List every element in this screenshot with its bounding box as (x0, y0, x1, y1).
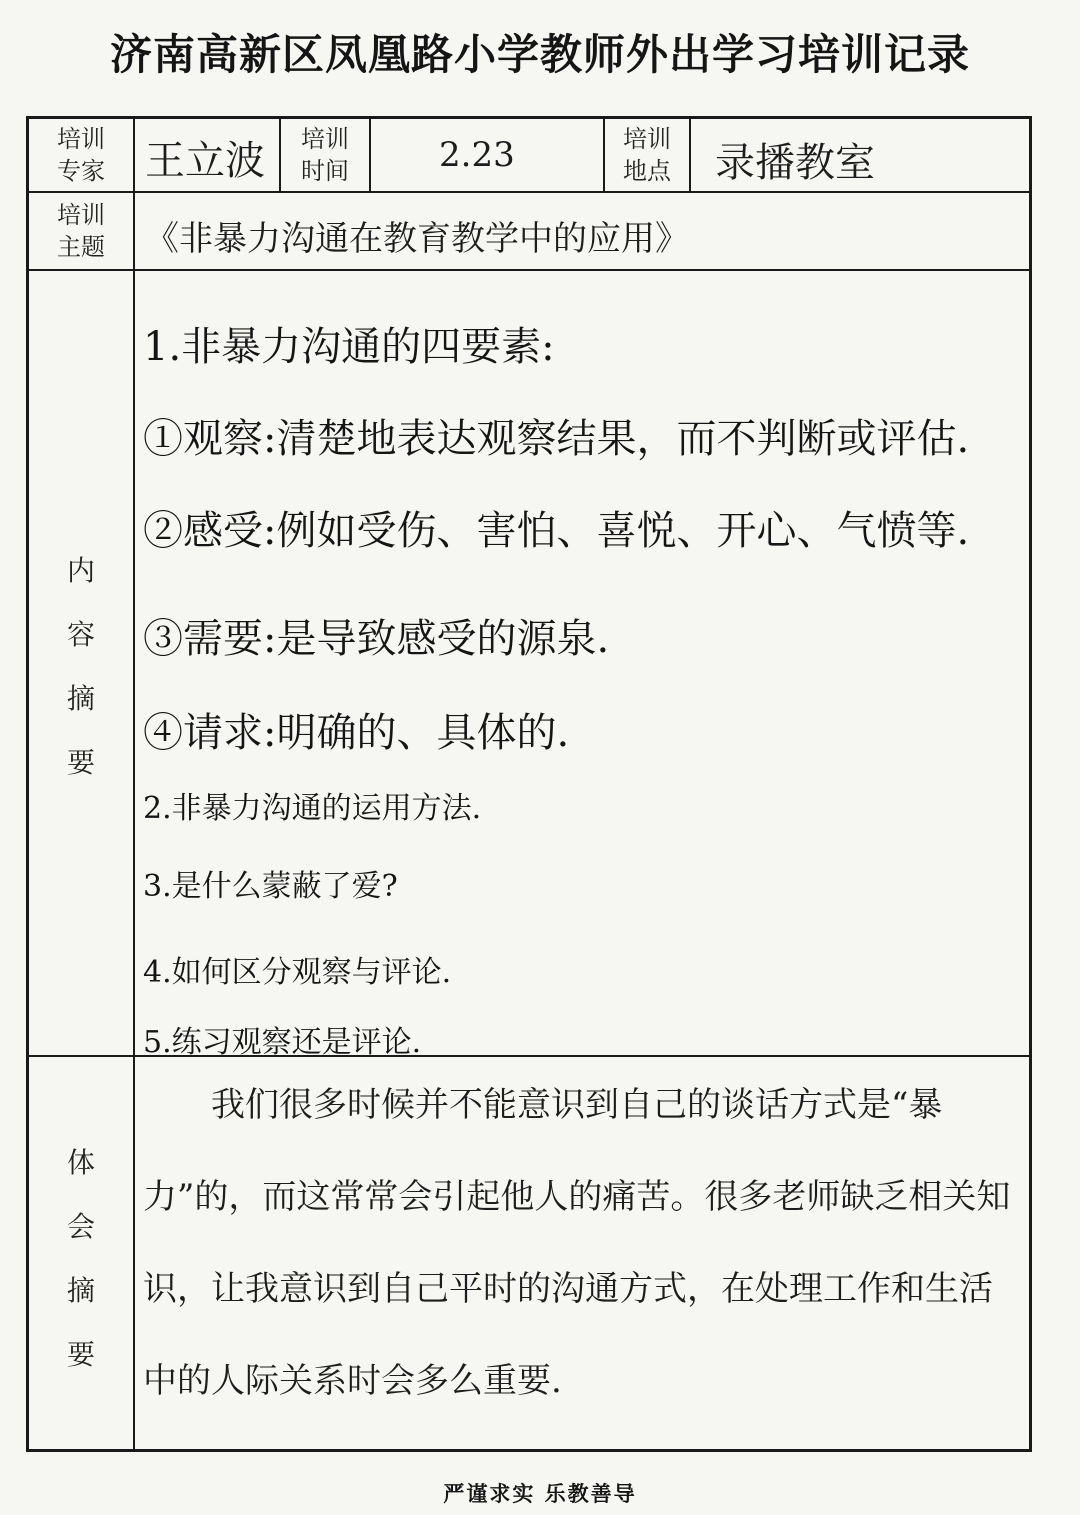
topic-label: 培训 主题 (57, 201, 105, 261)
expert-value: 王立波 (145, 138, 265, 184)
topic-value: 《非暴力沟通在教育教学中的应用》 (145, 219, 689, 259)
content-line: ④请求:明确的、具体的. (143, 710, 570, 756)
content-summary-label: 内 容 摘 要 (66, 554, 95, 779)
page-title: 济南高新区凤凰路小学教师外出学习培训记录 (109, 30, 970, 79)
expert-label: 培训 专家 (57, 125, 105, 185)
place-value: 录播教室 (715, 140, 875, 186)
content-line: 4.如何区分观察与评论. (143, 955, 452, 990)
content-line: 2.非暴力沟通的运用方法. (143, 791, 482, 826)
content-line: 3.是什么蒙蔽了爱? (143, 869, 398, 904)
content-line: 1.非暴力沟通的四要素: (143, 324, 555, 370)
content-line: ①观察:清楚地表达观察结果，而不判断或评估. (143, 416, 970, 462)
column-divider (689, 119, 691, 191)
reflection-text: 我们很多时候并不能意识到自己的谈话方式是“暴力”的，而这常常会引起他人的痛苦。很多老师缺乏相关知识，让我意识到自己平时的沟通方式，在处理工作和生活中的人际关系时会多么重要. (143, 1085, 1011, 1401)
row-divider (29, 269, 1029, 271)
column-divider (369, 119, 371, 191)
footer-motto: 严谨求实 乐教善导 (443, 1482, 637, 1506)
column-divider (133, 119, 135, 1449)
place-label: 培训 地点 (623, 125, 671, 185)
time-label: 培训 时间 (301, 125, 349, 185)
training-record-table (26, 116, 1032, 1452)
content-line: 5.练习观察还是评论. (143, 1025, 422, 1060)
row-divider (29, 191, 1029, 193)
content-line: ②感受:例如受伤、害怕、喜悦、开心、气愤等. (143, 508, 970, 554)
content-line: ③需要:是导致感受的源泉. (143, 616, 610, 662)
reflection-summary-label: 体 会 摘 要 (66, 1146, 95, 1371)
time-value: 2.23 (439, 135, 515, 175)
